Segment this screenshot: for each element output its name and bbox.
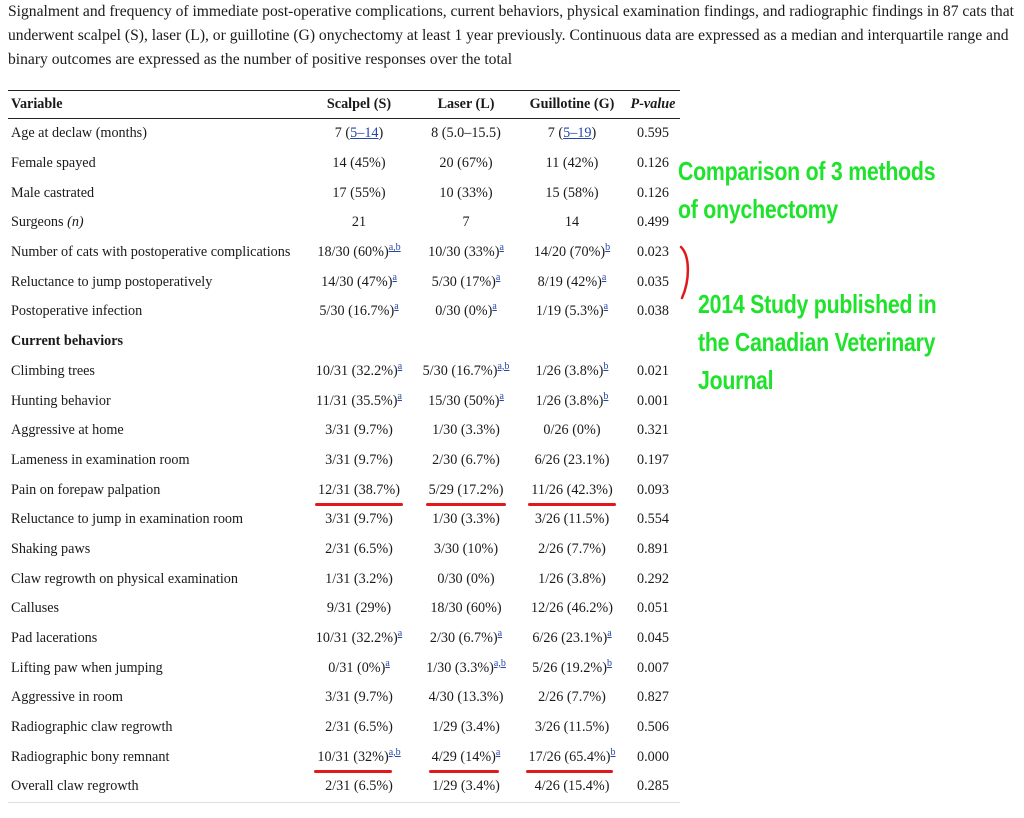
value-text: 5/30 (16.7%) xyxy=(319,303,395,320)
table-row xyxy=(8,357,680,387)
variable-cell: Radiographic claw regrowth xyxy=(11,719,173,736)
value-text: 7 (5–14) xyxy=(334,125,384,142)
p-value-cell: 0.035 xyxy=(637,273,669,290)
value-text: 8 (5.0–15.5) xyxy=(431,125,501,142)
table-row xyxy=(8,624,680,654)
footnote-marker-link[interactable]: a xyxy=(495,271,501,283)
value-cell-l xyxy=(414,267,518,297)
value-text: 3/31 (9.7%) xyxy=(325,451,393,468)
value-cell-g xyxy=(518,535,626,565)
table-row xyxy=(8,208,680,238)
value-cell-s xyxy=(304,357,414,387)
annotation-line: Journal xyxy=(698,365,774,395)
value-cell-g xyxy=(518,416,626,446)
header-guillotine: Guillotine (G) xyxy=(529,96,615,112)
value-text: 11/31 (35.5%) xyxy=(316,392,398,409)
value-cell-s xyxy=(304,446,414,476)
value-text: 15 (58%) xyxy=(545,184,599,201)
value-cell-l xyxy=(414,178,518,208)
value-cell-s xyxy=(304,149,414,179)
value-cell-s xyxy=(304,713,414,743)
table-row xyxy=(8,683,680,713)
value-text: 2/30 (6.7%) xyxy=(432,451,500,468)
footnote-marker-link[interactable]: a xyxy=(499,390,504,402)
header-scalpel: Scalpel (S) xyxy=(326,96,392,112)
value-text: 3/26 (11.5%) xyxy=(534,511,610,528)
footnote-marker-link[interactable]: a xyxy=(397,628,403,640)
p-value-cell: 0.827 xyxy=(637,689,669,706)
value-text: 20 (67%) xyxy=(439,155,493,172)
value-cell-s xyxy=(304,594,414,624)
value-cell-s xyxy=(304,119,414,149)
value-text: 8/19 (42%) xyxy=(537,273,602,290)
table-row xyxy=(8,772,680,802)
value-text: 18/30 (60%) xyxy=(317,244,389,261)
value-cell-l xyxy=(414,297,518,327)
value-cell-g xyxy=(518,149,626,179)
p-value-cell: 0.197 xyxy=(637,451,669,468)
header-laser: Laser (L) xyxy=(437,96,495,112)
variable-cell: Female spayed xyxy=(11,155,96,172)
value-text: 1/26 (3.8%) xyxy=(535,392,604,409)
annotation-methods xyxy=(678,152,935,228)
value-cell-s xyxy=(304,475,414,505)
p-value-cell: 0.891 xyxy=(637,540,669,557)
value-text: 2/26 (7.7%) xyxy=(538,540,606,557)
footnote-marker-link[interactable]: b xyxy=(603,390,609,402)
variable-cell: Climbing trees xyxy=(11,362,95,379)
value-text: 11 (42%) xyxy=(545,155,599,172)
footnote-marker-link[interactable]: b xyxy=(610,746,616,758)
footnote-marker-link[interactable]: a xyxy=(601,271,607,283)
section-row xyxy=(8,327,680,357)
table-row xyxy=(8,564,680,594)
value-cell-s xyxy=(304,386,414,416)
annotation-line: the Canadian Veterinary xyxy=(698,327,936,357)
value-text: 0/30 (0%) xyxy=(437,570,495,587)
value-cell-l xyxy=(414,505,518,535)
value-cell-s xyxy=(304,742,414,772)
value-text: 2/26 (7.7%) xyxy=(538,689,606,706)
table-row xyxy=(8,505,680,535)
footnote-marker-link[interactable]: a xyxy=(397,360,403,372)
value-cell-s xyxy=(304,416,414,446)
value-cell-l xyxy=(414,564,518,594)
value-cell-g xyxy=(518,357,626,387)
footnote-marker-link[interactable]: a xyxy=(497,628,503,640)
annotation-line: 2014 Study published in xyxy=(698,289,937,319)
p-value-cell: 0.007 xyxy=(637,659,669,676)
variable-cell: Shaking paws xyxy=(11,540,91,557)
variable-cell: Pain on forepaw palpation xyxy=(11,481,161,498)
table-row xyxy=(8,742,680,772)
value-cell-g xyxy=(518,564,626,594)
value-text: 10 (33%) xyxy=(439,184,493,201)
footnote-marker-link[interactable]: a xyxy=(492,301,497,313)
annotation-line: of onychectomy xyxy=(678,194,839,224)
value-cell-l xyxy=(414,653,518,683)
value-cell-l xyxy=(414,772,518,802)
value-text: 5/30 (16.7%) xyxy=(422,362,498,379)
value-cell-s xyxy=(304,238,414,268)
value-cell-l xyxy=(414,357,518,387)
value-text: 1/26 (3.8%) xyxy=(535,362,604,379)
value-text: 1/29 (3.4%) xyxy=(432,778,500,795)
variable-cell: Calluses xyxy=(11,600,60,617)
value-text: 11/26 (42.3%) xyxy=(531,481,613,498)
value-text: 1/30 (3.3%) xyxy=(432,422,500,439)
value-text: 14/20 (70%) xyxy=(533,244,606,261)
variable-cell: Claw regrowth on physical examination xyxy=(11,570,238,587)
value-text: 17 (55%) xyxy=(332,184,386,201)
value-cell-s xyxy=(304,653,414,683)
value-text: 10/31 (32.2%) xyxy=(315,362,398,379)
value-text: 18/30 (60%) xyxy=(430,600,502,617)
value-text: 14 (45%) xyxy=(332,155,386,172)
value-cell-l xyxy=(414,416,518,446)
section-label: Current behaviors xyxy=(11,333,124,350)
footnote-marker-link[interactable]: b xyxy=(606,657,612,669)
p-value-cell: 0.021 xyxy=(637,362,669,379)
value-cell-g xyxy=(518,594,626,624)
value-text: 21 xyxy=(351,214,367,231)
value-cell-s xyxy=(304,297,414,327)
red-bracket-mark xyxy=(676,244,692,302)
value-cell-g xyxy=(518,208,626,238)
footnote-marker-link[interactable]: a xyxy=(603,301,609,313)
value-text: 1/31 (3.2%) xyxy=(325,570,393,587)
footnote-marker-link[interactable]: a xyxy=(392,271,397,283)
footnote-marker-link[interactable]: a xyxy=(607,628,612,640)
footnote-marker-link[interactable]: a xyxy=(394,301,399,313)
annotation-line: Comparison of 3 methods xyxy=(678,156,936,186)
variable-cell: Male castrated xyxy=(11,184,95,201)
value-text: 1/19 (5.3%) xyxy=(535,303,604,320)
value-text: 5/29 (17.2%) xyxy=(428,481,504,498)
footnote-marker-link[interactable]: b xyxy=(603,360,609,372)
variable-cell: Postoperative infection xyxy=(11,303,143,320)
value-text: 4/30 (13.3%) xyxy=(428,689,504,706)
table-row xyxy=(8,713,680,743)
annotation-study xyxy=(698,285,936,399)
value-cell-l xyxy=(414,208,518,238)
table-row xyxy=(8,297,680,327)
value-cell-g xyxy=(518,386,626,416)
value-text: 0/26 (0%) xyxy=(543,422,601,439)
table-caption: Signalment and frequency of immediate post-operative complications, current behaviors, physical examination findings, and radiographic findings in 87 cats that underwent scalpel (S), laser (L), or guillotine (G) onychectomy at least 1 year previously. Continuous data are expressed as a median and interquartile range and binary outcomes are expressed as the number of positive responses over the total xyxy=(8,3,1014,68)
value-cell-s xyxy=(304,267,414,297)
p-value-cell: 0.038 xyxy=(637,303,669,320)
p-value-cell: 0.321 xyxy=(637,422,669,439)
value-cell-g xyxy=(518,713,626,743)
value-cell-s xyxy=(304,624,414,654)
table-row xyxy=(8,594,680,624)
value-cell-l xyxy=(414,386,518,416)
value-cell-s xyxy=(304,683,414,713)
value-cell-g xyxy=(518,505,626,535)
table-row xyxy=(8,386,680,416)
variable-cell: Pad lacerations xyxy=(11,630,98,647)
value-text: 0/31 (0%) xyxy=(328,659,386,676)
p-value-cell: 0.023 xyxy=(637,244,669,261)
p-value-cell: 0.554 xyxy=(637,511,669,528)
value-cell-g xyxy=(518,683,626,713)
header-p-value xyxy=(626,91,680,119)
value-cell-l xyxy=(414,446,518,476)
p-value-cell: 0.595 xyxy=(637,125,669,142)
value-cell-l xyxy=(414,683,518,713)
value-cell-g xyxy=(518,772,626,802)
value-text: 10/30 (33%) xyxy=(428,244,500,261)
value-cell-l xyxy=(414,149,518,179)
value-cell-g xyxy=(518,742,626,772)
table-row xyxy=(8,267,680,297)
value-text: 3/31 (9.7%) xyxy=(325,511,393,528)
table-row xyxy=(8,178,680,208)
table-row xyxy=(8,119,680,149)
p-value-cell: 0.126 xyxy=(637,184,669,201)
variable-cell: Surgeons (n) xyxy=(11,214,84,231)
footnote-marker-link[interactable]: a xyxy=(385,657,390,669)
footnote-marker-link[interactable]: a,b xyxy=(388,242,401,254)
value-text: 17/26 (65.4%) xyxy=(528,748,611,765)
table-row xyxy=(8,446,680,476)
value-cell-l xyxy=(414,535,518,565)
value-text: 0/30 (0%) xyxy=(435,303,493,320)
footnote-marker-link[interactable]: a,b xyxy=(493,657,506,669)
value-text: 6/26 (23.1%) xyxy=(532,630,608,647)
value-cell-g xyxy=(518,119,626,149)
value-text: 10/31 (32%) xyxy=(317,748,389,765)
value-text: 5/26 (19.2%) xyxy=(532,659,607,676)
value-cell-l xyxy=(414,594,518,624)
value-text: 4/29 (14%) xyxy=(431,748,496,765)
value-cell-g xyxy=(518,297,626,327)
variable-cell: Reluctance to jump postoperatively xyxy=(11,273,213,290)
value-text: 2/30 (6.7%) xyxy=(429,630,498,647)
value-cell-g xyxy=(518,238,626,268)
value-text: 1/29 (3.4%) xyxy=(432,719,500,736)
p-value-cell: 0.292 xyxy=(637,570,669,587)
value-cell-s xyxy=(304,178,414,208)
footnote-marker-link[interactable]: b xyxy=(605,242,611,254)
value-cell-g xyxy=(518,624,626,654)
p-value-cell: 0.051 xyxy=(637,600,669,617)
value-text: 4/26 (15.4%) xyxy=(534,778,610,795)
value-text: 7 (5–19) xyxy=(547,125,597,142)
p-value-cell: 0.506 xyxy=(637,719,669,736)
value-text: 7 xyxy=(462,214,470,231)
value-cell-g xyxy=(518,446,626,476)
value-cell-g xyxy=(518,178,626,208)
footnote-marker-link[interactable]: a,b xyxy=(388,746,401,758)
value-text: 3/26 (11.5%) xyxy=(534,719,610,736)
value-text: 1/30 (3.3%) xyxy=(432,511,500,528)
value-cell-g xyxy=(518,267,626,297)
table-row xyxy=(8,416,680,446)
variable-cell: Lifting paw when jumping xyxy=(11,659,163,676)
value-text: 9/31 (29%) xyxy=(326,600,392,617)
value-text: 12/26 (46.2%) xyxy=(531,600,613,617)
table-row xyxy=(8,238,680,268)
value-text: 1/30 (3.3%) xyxy=(426,659,494,676)
value-cell-l xyxy=(414,119,518,149)
variable-cell: Hunting behavior xyxy=(11,392,111,409)
variable-cell: Number of cats with postoperative complications xyxy=(11,244,291,261)
footnote-marker-link[interactable]: a,b xyxy=(497,360,510,372)
table-row xyxy=(8,475,680,505)
value-cell-l xyxy=(414,238,518,268)
value-text: 5/30 (17%) xyxy=(431,273,496,290)
value-cell-s xyxy=(304,505,414,535)
value-cell-l xyxy=(414,713,518,743)
p-value-cell: 0.499 xyxy=(637,214,669,231)
value-cell-l xyxy=(414,624,518,654)
value-text: 2/31 (6.5%) xyxy=(325,719,393,736)
footnote-marker-link[interactable]: a xyxy=(499,242,504,254)
p-value-cell: 0.285 xyxy=(637,778,669,795)
variable-cell: Radiographic bony remnant xyxy=(11,748,170,765)
value-cell-l xyxy=(414,742,518,772)
value-cell-s xyxy=(304,772,414,802)
table-row xyxy=(8,149,680,179)
value-text: 14 xyxy=(564,214,580,231)
p-value-cell: 0.000 xyxy=(637,748,669,765)
value-text: 6/26 (23.1%) xyxy=(534,451,610,468)
table-row xyxy=(8,535,680,565)
results-table xyxy=(8,90,680,803)
value-text: 2/31 (6.5%) xyxy=(325,778,393,795)
p-value-cell: 0.093 xyxy=(637,481,669,498)
table-row xyxy=(8,653,680,683)
value-text: 3/31 (9.7%) xyxy=(325,689,393,706)
value-text: 14/30 (47%) xyxy=(321,273,393,290)
variable-cell: Reluctance to jump in examination room xyxy=(11,511,244,528)
table-header-row xyxy=(8,91,680,119)
value-cell-s xyxy=(304,208,414,238)
value-text: 2/31 (6.5%) xyxy=(325,540,393,557)
value-text: 10/31 (32.2%) xyxy=(315,630,398,647)
header-variable: Variable xyxy=(11,96,63,112)
value-cell-g xyxy=(518,475,626,505)
value-cell-s xyxy=(304,564,414,594)
footnote-marker-link[interactable]: a xyxy=(495,746,501,758)
footnote-marker-link[interactable]: a xyxy=(397,390,402,402)
value-cell-g xyxy=(518,653,626,683)
variable-cell: Age at declaw (months) xyxy=(11,125,147,142)
p-value-cell: 0.045 xyxy=(637,630,669,647)
variable-cell: Overall claw regrowth xyxy=(11,778,139,795)
variable-cell: Lameness in examination room xyxy=(11,451,190,468)
value-text: 3/30 (10%) xyxy=(433,540,499,557)
variable-cell: Aggressive in room xyxy=(11,689,123,706)
value-text: 1/26 (3.8%) xyxy=(538,570,606,587)
p-value-cell: 0.001 xyxy=(637,392,669,409)
value-text: 12/31 (38.7%) xyxy=(318,481,400,498)
value-cell-l xyxy=(414,475,518,505)
value-text: 3/31 (9.7%) xyxy=(325,422,393,439)
value-cell-s xyxy=(304,535,414,565)
value-text: 15/30 (50%) xyxy=(428,392,500,409)
header-p-value-label: P-value xyxy=(630,96,676,112)
p-value-cell: 0.126 xyxy=(637,155,669,172)
variable-cell: Aggressive at home xyxy=(11,422,124,439)
